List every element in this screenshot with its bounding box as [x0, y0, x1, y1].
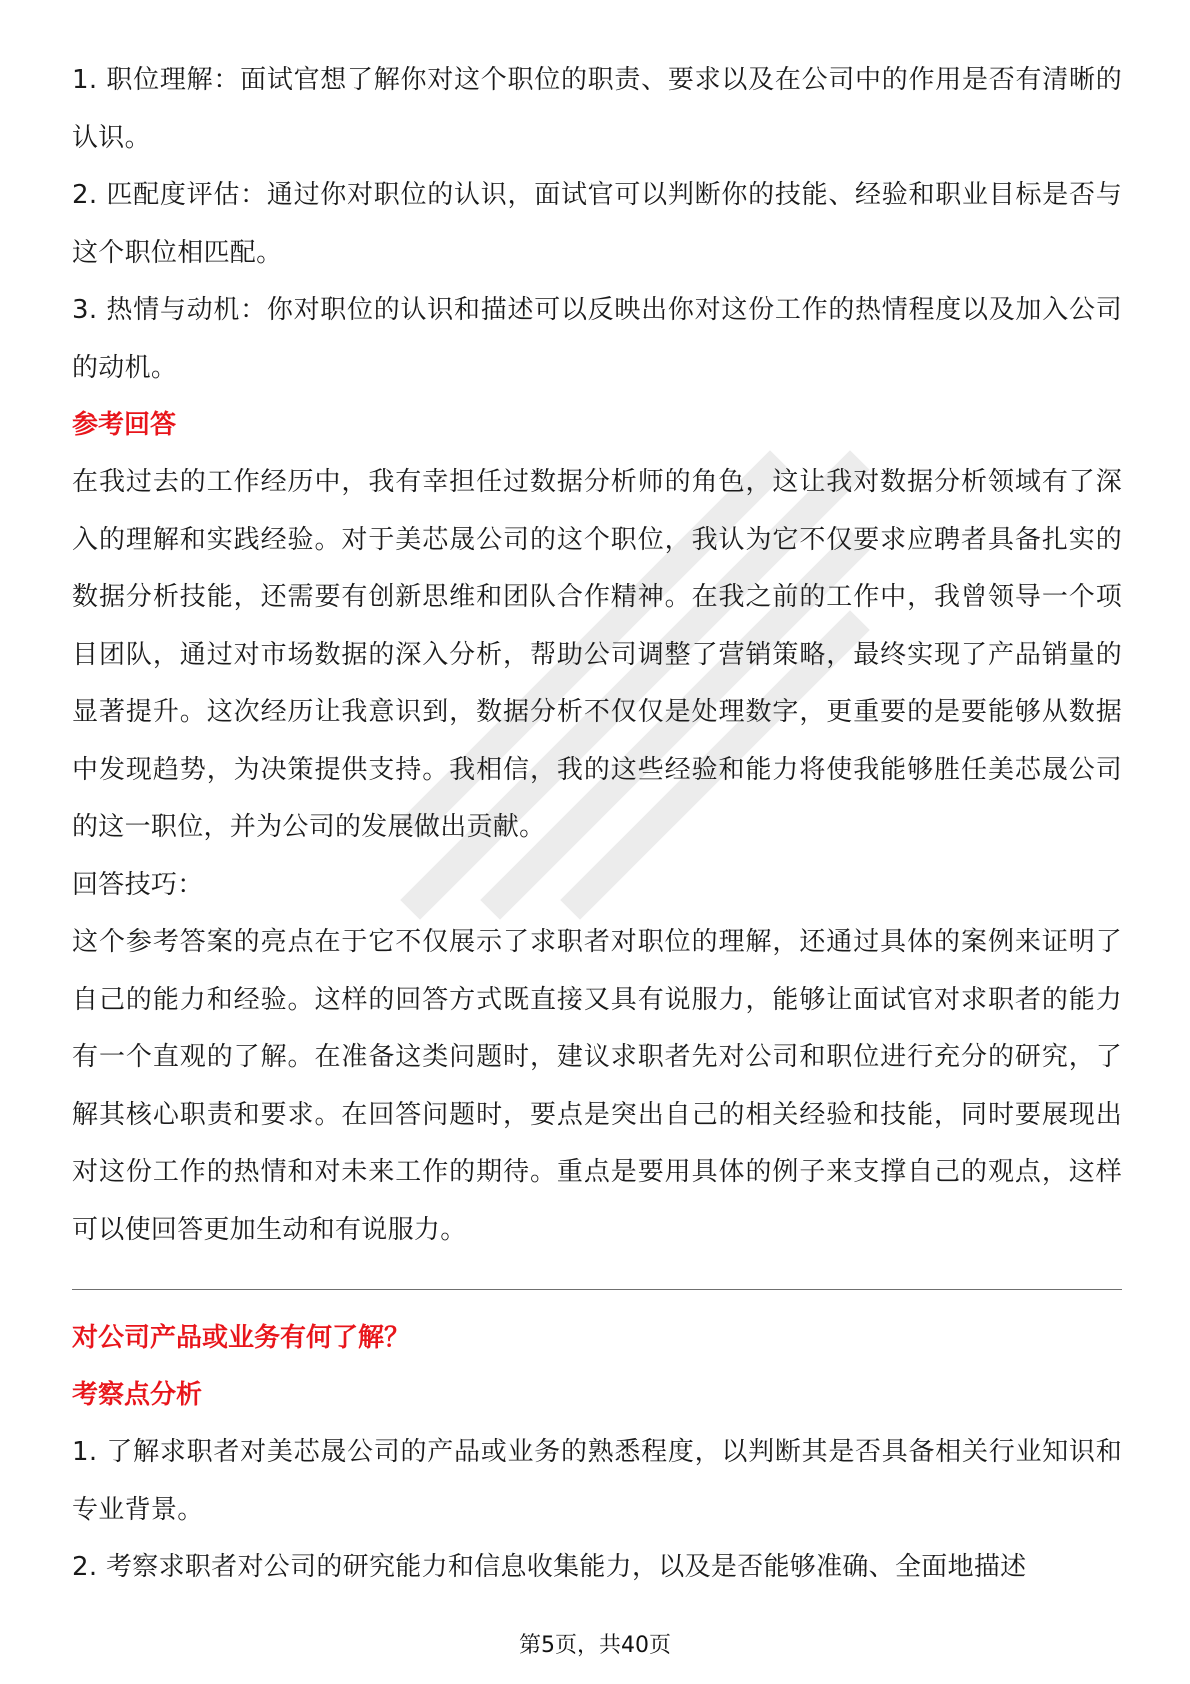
list-item: 1. 了解求职者对美芯晟公司的产品或业务的熟悉程度，以判断其是否具备相关行业知识和专业背景。 [72, 1437, 1122, 1525]
list-item: 3. 热情与动机：你对职位的认识和描述可以反映出你对这份工作的热情程度以及加入公司的动机。 [72, 295, 1122, 383]
list-item: 1. 职位理解：面试官想了解你对这个职位的职责、要求以及在公司中的作用是否有清晰的认识。 [72, 65, 1122, 153]
tips-label: 回答技巧： [72, 869, 204, 900]
section-divider [72, 1289, 1122, 1290]
list-item: 2. 匹配度评估：通过你对职位的认识，面试官可以判断你的技能、经验和职业目标是否与这个职位相匹配。 [72, 180, 1122, 268]
tips-text: 这个参考答案的亮点在于它不仅展示了求职者对职位的理解，还通过具体的案例来证明了自己的能力和经验。这样的回答方式既直接又具有说服力，能够让面试官对求职者的能力有一个直观的了解。在准备这类问题时，建议求职者先对公司和职位进行充分的研究，了解其核心职责和要求。在回答问题时，要点是突出自己的相关经验和技能，同时要展现出对这份工作的热情和对未来工作的期待。重点是要用具体的例子来支撑自己的观点，这样可以使回答更加生动和有说服力。 [72, 927, 1122, 1245]
page-footer: 第5页，共40页 [519, 1633, 671, 1658]
document-page [72, 52, 1122, 1597]
reference-answer-heading: 参考回答 [72, 410, 177, 440]
list-item: 2. 考察求职者对公司的研究能力和信息收集能力，以及是否能够准确、全面地描述 [72, 1552, 1027, 1582]
reference-answer-text: 在我过去的工作经历中，我有幸担任过数据分析师的角色，这让我对数据分析领域有了深入的理解和实践经验。对于美芯晟公司的这个职位，我认为它不仅要求应聘者具备扎实的数据分析技能，还需要有创新思维和团队合作精神。在我之前的工作中，我曾领导一个项目团队，通过对市场数据的深入分析，帮助公司调整了营销策略，最终实现了产品销量的显著提升。这次经历让我意识到，数据分析不仅仅是处理数字，更重要的是要能够从数据中发现趋势，为决策提供支持。我相信，我的这些经验和能力将使我能够胜任美芯晟公司的这一职位，并为公司的发展做出贡献。 [72, 467, 1122, 842]
analysis-heading: 考察点分析 [72, 1380, 203, 1410]
question-heading: 对公司产品或业务有何了解？ [72, 1323, 411, 1353]
